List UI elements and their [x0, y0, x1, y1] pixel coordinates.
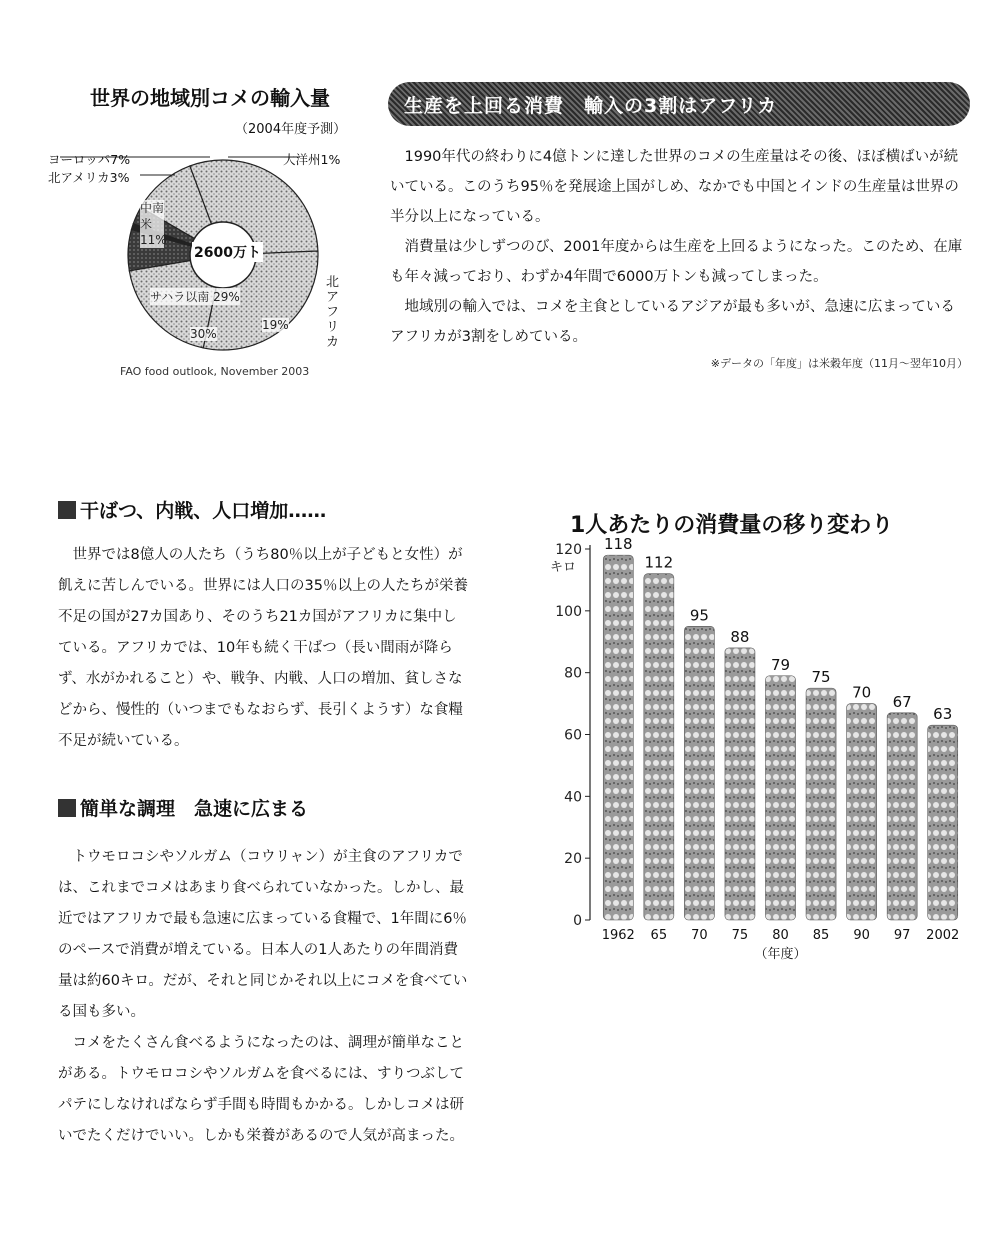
label-north-africa: 北アフリカ	[326, 275, 340, 350]
x-tick-label: 75	[731, 928, 749, 943]
x-tick-label: 85	[812, 928, 830, 943]
section-heading-cooking	[58, 794, 308, 821]
y-tick-label: 20	[564, 851, 582, 868]
x-axis-label: （年度）	[754, 947, 807, 962]
bar-value-label: 75	[811, 668, 831, 687]
section-heading-cooking-text: 簡単な調理 急速に広まる	[80, 798, 309, 820]
y-tick-label: 80	[564, 665, 582, 682]
article-drought-body	[58, 540, 470, 757]
heading-square-icon	[58, 501, 76, 519]
bar-75	[725, 648, 755, 920]
drought-paragraph-1: 世界では8億人の人たち（うち80％以上が子どもと女性）が飢えに苦しんでいる。世界には人口の35％以上の人たちが栄養不足の国が27カ国あり、そのうち21カ国がアフリカに集中している。アフリカでは、10年も続く干ばつ（長い間雨が降らず、水がかれること）や、戦争、内戦、人口の増加、貧しさなどから、慢性的（いつまでもなおらず、長引くようす）な食糧不足が続いている。	[58, 547, 468, 749]
cooking-paragraph-2: コメをたくさん食べるようになったのは、調理が簡単なことがある。トウモロコシやソルガムを食べるには、すりつぶしてパテにしなければならず手間も時間もかかる。しかしコメは研いでたくだけでいい。しかも栄養があるので人気が高まった。	[58, 1035, 464, 1144]
x-tick-label: 65	[650, 928, 668, 943]
section-heading-drought	[58, 496, 326, 523]
top-paragraph-3: 地域別の輸入では、コメを主食としているアジアが最も多いが、急速に広まっているアフリカが3割をしめている。	[390, 299, 955, 345]
heading-square-icon	[58, 799, 76, 817]
y-tick-label: 120	[555, 542, 582, 558]
x-tick-label: 90	[853, 928, 870, 943]
donut-center-total: 2600万ト	[192, 242, 263, 262]
label-europe: ヨーロッパ7%	[48, 152, 131, 167]
label-oceania: 大洋州1%	[283, 152, 341, 167]
segment-label-latin-america: 中南米 11%	[140, 201, 167, 247]
bar-2002	[928, 725, 958, 920]
bar-chart	[540, 535, 970, 965]
y-tick-label: 0	[573, 913, 582, 929]
article-banner-text: 生産を上回る消費 輸入の3割はアフリカ	[404, 94, 778, 117]
cooking-paragraph-1: トウモロコシやソルガム（コウリャン）が主食のアフリカでは、これまでコメはあまり食べられていなかった。しかし、最近ではアフリカで最も急速に広まっている食糧で、1年間に6％のペースで消費が増えている。日本人の1人あたりの年間消費量は約60キロ。だが、それと同じかそれ以上にコメを食べている国も多い。	[58, 849, 468, 1020]
x-tick-label: 70	[691, 928, 708, 943]
segment-label-asia: 30%	[190, 327, 217, 341]
bar-chart-title: 1人あたりの消費量の移り変わり	[570, 513, 894, 538]
bar-value-label: 70	[852, 683, 872, 702]
bar-value-label: 88	[730, 627, 750, 646]
bar-1962	[603, 555, 633, 920]
bar-90	[847, 704, 877, 920]
donut-chart-subtitle: （2004年度予測）	[235, 122, 347, 137]
y-tick-label: 100	[555, 603, 582, 620]
donut-source: FAO food outlook, November 2003	[120, 365, 310, 378]
bar-value-label: 67	[892, 692, 912, 711]
x-tick-label: 80	[772, 928, 789, 943]
x-tick-label: 97	[893, 928, 911, 943]
bar-value-label: 112	[644, 553, 674, 572]
bar-70	[684, 626, 714, 920]
bar-value-label: 95	[689, 606, 709, 625]
donut-chart-title: 世界の地域別コメの輸入量	[90, 86, 330, 110]
label-north-america: 北アメリカ3%	[48, 170, 130, 185]
bar-80	[765, 676, 795, 920]
bar-65	[644, 574, 674, 920]
fiscal-year-note: ※データの「年度」は米穀年度（11月～翌年10月）	[710, 357, 968, 370]
segment-label-sub-saharan: サハラ以南 29%	[150, 290, 240, 304]
section-heading-drought-text: 干ばつ、内戦、人口増加……	[80, 500, 327, 522]
bar-value-label: 118	[603, 535, 633, 554]
bar-85	[806, 688, 836, 920]
y-tick-label: 60	[564, 727, 582, 744]
y-tick-label: 40	[564, 789, 582, 806]
top-paragraph-1: 1990年代の終わりに4億トンに達した世界のコメの生産量はその後、ほぼ横ばいが続いている。このうち95％を発展途上国がしめ、なかでも中国とインドの生産量は世界の半分以上になっている。	[390, 149, 959, 225]
bar-value-label: 63	[933, 705, 953, 724]
x-tick-label: 1962	[601, 928, 635, 943]
y-axis-unit-label: キロ	[550, 560, 577, 575]
top-paragraph-2: 消費量は少しずつのび、2001年度からは生産を上回るようになった。このため、在庫も年々減っており、わずか4年間で6000万トンも減ってしまった。	[390, 239, 963, 285]
top-article-body	[390, 142, 968, 352]
bar-97	[887, 713, 917, 920]
article-cooking-body	[58, 842, 470, 1152]
bar-value-label: 79	[770, 655, 791, 674]
segment-label-north-africa: 19%	[262, 318, 289, 332]
article-banner	[388, 82, 970, 126]
x-tick-label: 2002	[926, 928, 960, 943]
